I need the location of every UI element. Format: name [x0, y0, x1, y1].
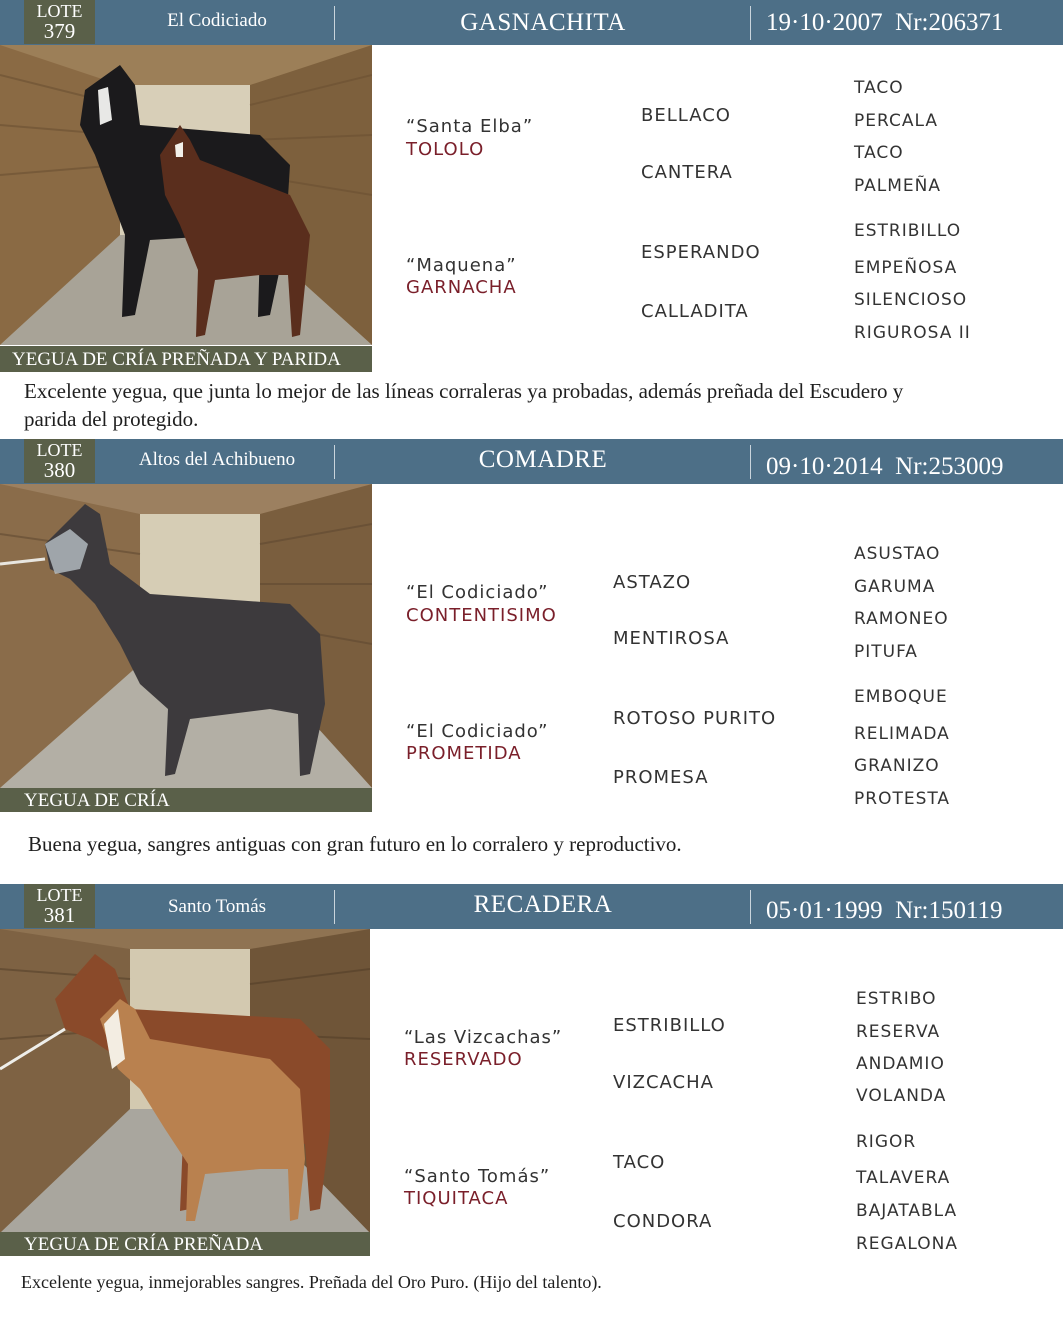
- lote-label: LOTE: [36, 1, 83, 21]
- photo-caption: YEGUA DE CRÍA: [0, 788, 372, 812]
- pedigree-gen2: CANTERA: [641, 162, 733, 183]
- birth-date-registry: 05·01·1999 Nr:150119: [766, 897, 1003, 924]
- pedigree-gen3: RELIMADA: [854, 724, 950, 744]
- lot-description: Buena yegua, sangres antiguas con gran futuro en lo corralero y reproductivo.: [28, 832, 682, 856]
- pedigree-gen3: ANDAMIO: [856, 1054, 945, 1074]
- horse-name: GASNACHITA: [460, 9, 626, 36]
- lote-number: 379: [43, 19, 76, 43]
- sire-breeder: “El Codiciado”: [406, 582, 549, 603]
- photo-caption: YEGUA DE CRÍA PREÑADA: [0, 1232, 370, 1256]
- pedigree-gen3: RIGOR: [856, 1132, 917, 1152]
- dam-name: TIQUITACA: [404, 1188, 509, 1209]
- sire-breeder: “Santa Elba”: [406, 116, 534, 137]
- photo-caption: YEGUA DE CRÍA PREÑADA Y PARIDA: [0, 346, 372, 372]
- sire-name: CONTENTISIMO: [406, 605, 557, 626]
- lote-label: LOTE: [36, 440, 83, 460]
- pedigree-gen2: ASTAZO: [613, 572, 692, 593]
- pedigree-gen3: PITUFA: [854, 642, 918, 662]
- pedigree-gen3: REGALONA: [856, 1234, 958, 1254]
- birth-date-registry: 19·10·2007 Nr:206371: [766, 9, 1004, 36]
- lot-description: Excelente yegua, que junta lo mejor de las líneas corraleras ya probadas, además preñada del Escudero y parida del protegido.: [24, 379, 904, 431]
- lote-badge: [24, 884, 95, 928]
- pedigree-gen2: MENTIROSA: [613, 628, 730, 649]
- pedigree-gen3: RIGUROSA II: [854, 323, 971, 343]
- pedigree-gen3: ASUSTAO: [854, 544, 941, 564]
- lot-header-bar: [0, 884, 1063, 929]
- lote-number: 380: [43, 458, 76, 482]
- pedigree-gen2: ESPERANDO: [641, 242, 761, 263]
- pedigree-gen3: RESERVA: [856, 1022, 941, 1042]
- pedigree-gen3: SILENCIOSO: [854, 290, 968, 310]
- pedigree-gen3: GRANIZO: [854, 756, 940, 776]
- header-divider: [750, 6, 751, 40]
- pedigree-gen2: ROTOSO PURITO: [613, 708, 777, 729]
- header-divider: [334, 445, 335, 479]
- sire-breeder: “Las Vizcachas”: [404, 1027, 563, 1048]
- dam-breeder: “Maquena”: [406, 255, 517, 276]
- pedigree-gen3: TACO: [854, 78, 904, 98]
- header-divider: [750, 890, 751, 924]
- header-divider: [750, 445, 751, 479]
- lot-header-bar: [0, 439, 1063, 484]
- pedigree-gen2: VIZCACHA: [613, 1072, 714, 1093]
- lot-379: [0, 0, 1063, 440]
- horse-photo: [0, 484, 372, 788]
- dam-breeder: “El Codiciado”: [406, 721, 549, 742]
- lote-number: 381: [43, 903, 76, 927]
- pedigree-gen3: PERCALA: [854, 111, 938, 131]
- pedigree-gen3: EMBOQUE: [854, 687, 948, 707]
- pedigree-gen2: CALLADITA: [641, 301, 749, 322]
- lote-badge: [24, 0, 95, 44]
- lote-badge: [24, 439, 95, 483]
- dam-breeder: “Santo Tomás”: [404, 1166, 551, 1187]
- header-divider: [334, 6, 335, 40]
- breeder-name: Santo Tomás: [167, 896, 267, 917]
- dam-name: GARNACHA: [406, 277, 517, 298]
- dam-name: PROMETIDA: [406, 743, 522, 764]
- horse-name: COMADRE: [478, 446, 608, 473]
- pedigree-gen3: PALMEÑA: [854, 176, 942, 196]
- lot-header-bar: [0, 0, 1063, 45]
- pedigree-gen3: GARUMA: [854, 577, 936, 597]
- lot-description: Excelente yegua, inmejorables sangres. Preñada del Oro Puro. (Hijo del talento).: [21, 1272, 602, 1292]
- pedigree-gen3: EMPEÑOSA: [854, 258, 958, 278]
- horse-name: RECADERA: [473, 891, 613, 918]
- pedigree-gen3: BAJATABLA: [856, 1201, 958, 1221]
- header-divider: [334, 890, 335, 924]
- pedigree-gen2: TACO: [613, 1152, 666, 1173]
- pedigree-gen3: VOLANDA: [856, 1086, 947, 1106]
- pedigree-gen3: ESTRIBILLO: [854, 221, 962, 241]
- pedigree-gen3: RAMONEO: [854, 609, 949, 629]
- pedigree-gen2: ESTRIBILLO: [613, 1015, 726, 1036]
- horse-photo: [0, 929, 370, 1233]
- sire-name: TOLOLO: [406, 139, 485, 160]
- pedigree-gen3: TACO: [854, 143, 904, 163]
- pedigree-gen3: PROTESTA: [854, 789, 951, 809]
- pedigree-gen2: PROMESA: [613, 767, 709, 788]
- horse-photo: [0, 45, 372, 345]
- breeder-name: Altos del Achibueno: [138, 449, 296, 470]
- sire-name: RESERVADO: [404, 1049, 523, 1070]
- pedigree-gen3: TALAVERA: [856, 1168, 951, 1188]
- pedigree-gen3: ESTRIBO: [856, 989, 937, 1009]
- breeder-name: El Codiciado: [167, 10, 267, 31]
- birth-date-registry: 09·10·2014 Nr:253009: [766, 453, 1004, 480]
- lot-381: [0, 884, 1063, 1329]
- lote-label: LOTE: [36, 885, 83, 905]
- pedigree-gen2: CONDORA: [613, 1211, 713, 1232]
- lot-380: [0, 439, 1063, 879]
- pedigree-gen2: BELLACO: [641, 105, 731, 126]
